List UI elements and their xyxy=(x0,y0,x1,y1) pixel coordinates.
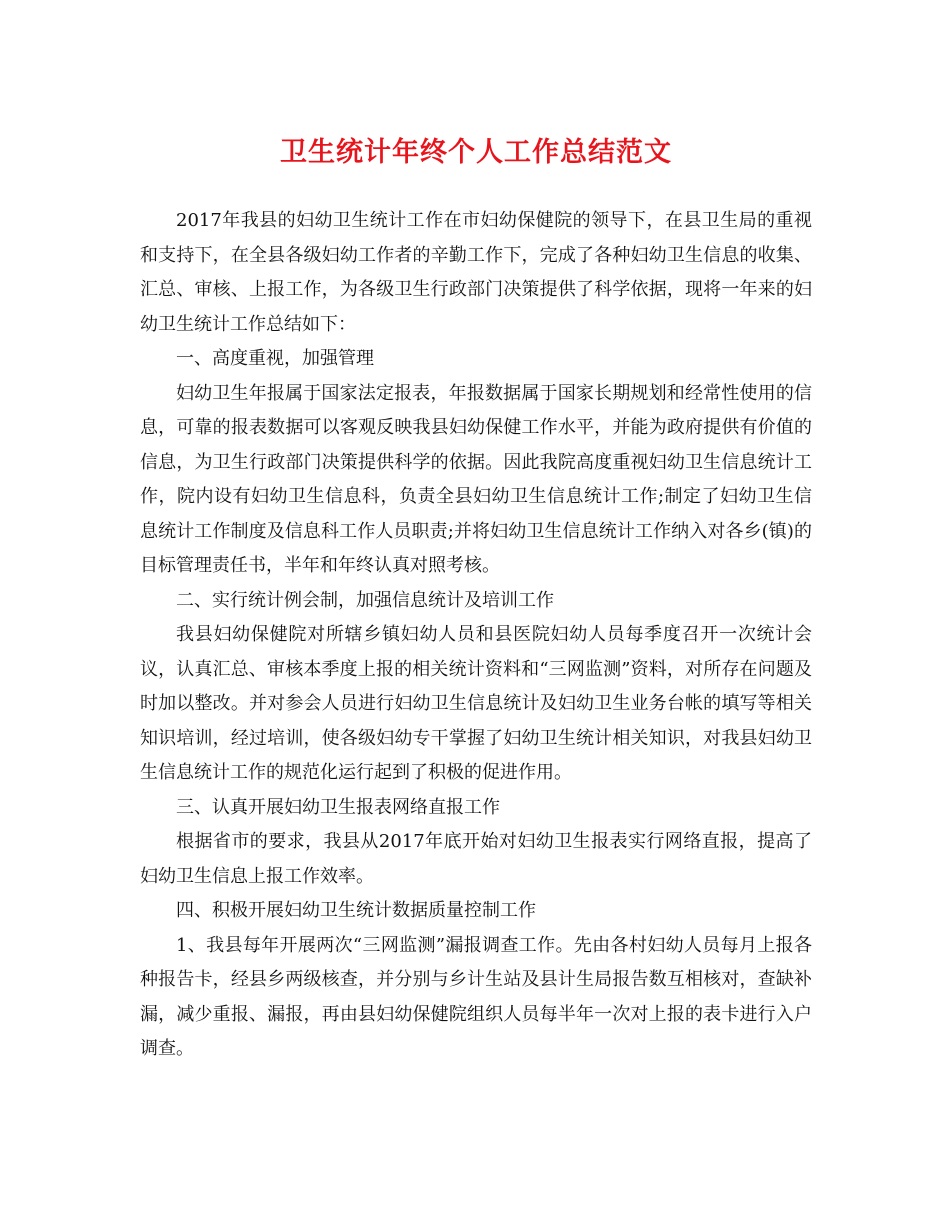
intro-paragraph: 2017年我县的妇幼卫生统计工作在市妇幼保健院的领导下，在县卫生局的重视和支持下，在全县各级妇幼工作者的辛勤工作下，完成了各种妇幼卫生信息的收集、汇总、审核、上报工作，为各级卫生行政部门决策提供了科学依据，现将一年来的妇幼卫生统计工作总结如下： xyxy=(140,210,812,335)
section-heading-2: 二、实行统计例会制，加强信息统计及培训工作 xyxy=(176,589,554,611)
section-heading-1: 一、高度重视，加强管理 xyxy=(176,348,374,369)
section-heading-4: 四、积极开展妇幼卫生统计数据质量控制工作 xyxy=(176,900,536,921)
section-heading-3: 三、认真开展妇幼卫生报表网络直报工作 xyxy=(176,796,500,818)
section-1-paragraph: 妇幼卫生年报属于国家法定报表，年报数据属于国家长期规划和经常性使用的信息，可靠的报表数据可以客观反映我县妇幼保健工作水平，并能为政府提供有价值的信息，为卫生行政部门决策提供科学的依据。因此我院高度重视妇幼卫生信息统计工作，院内设有妇幼卫生信息科，负责全县妇幼卫生信息统计工作;制定了妇幼卫生信息统计工作制度及信息科工作人员职责;并将妇幼卫生信息统计工作纳入对各乡(镇)的目标管理责任书，半年和年终认真对照考核。 xyxy=(140,382,812,576)
document-body xyxy=(140,204,812,1067)
section-2-paragraph: 我县妇幼保健院对所辖乡镇妇幼人员和县医院妇幼人员每季度召开一次统计会议，认真汇总、审核本季度上报的相关统计资料和“三网监测”资料，对所存在问题及时加以整改。并对参会人员进行妇幼卫生信息统计及妇幼卫生业务台帐的填写等相关知识培训，经过培训，使各级妇幼专干掌握了妇幼卫生统计相关知识，对我县妇幼卫生信息统计工作的规范化运行起到了积极的促进作用。 xyxy=(140,624,812,783)
document-title: 卫生统计年终个人工作总结范文 xyxy=(280,137,672,168)
section-4-paragraph: 1、我县每年开展两次“三网监测”漏报调查工作。先由各村妇幼人员每月上报各种报告卡，经县乡两级核查，并分别与乡计生站及县计生局报告数互相核对，查缺补漏，减少重报、漏报，再由县妇幼保健院组织人员每半年一次对上报的表卡进行入户调查。 xyxy=(140,934,812,1059)
section-3-paragraph: 根据省市的要求，我县从2017年底开始对妇幼卫生报表实行网络直报，提高了妇幼卫生信息上报工作效率。 xyxy=(140,831,812,887)
